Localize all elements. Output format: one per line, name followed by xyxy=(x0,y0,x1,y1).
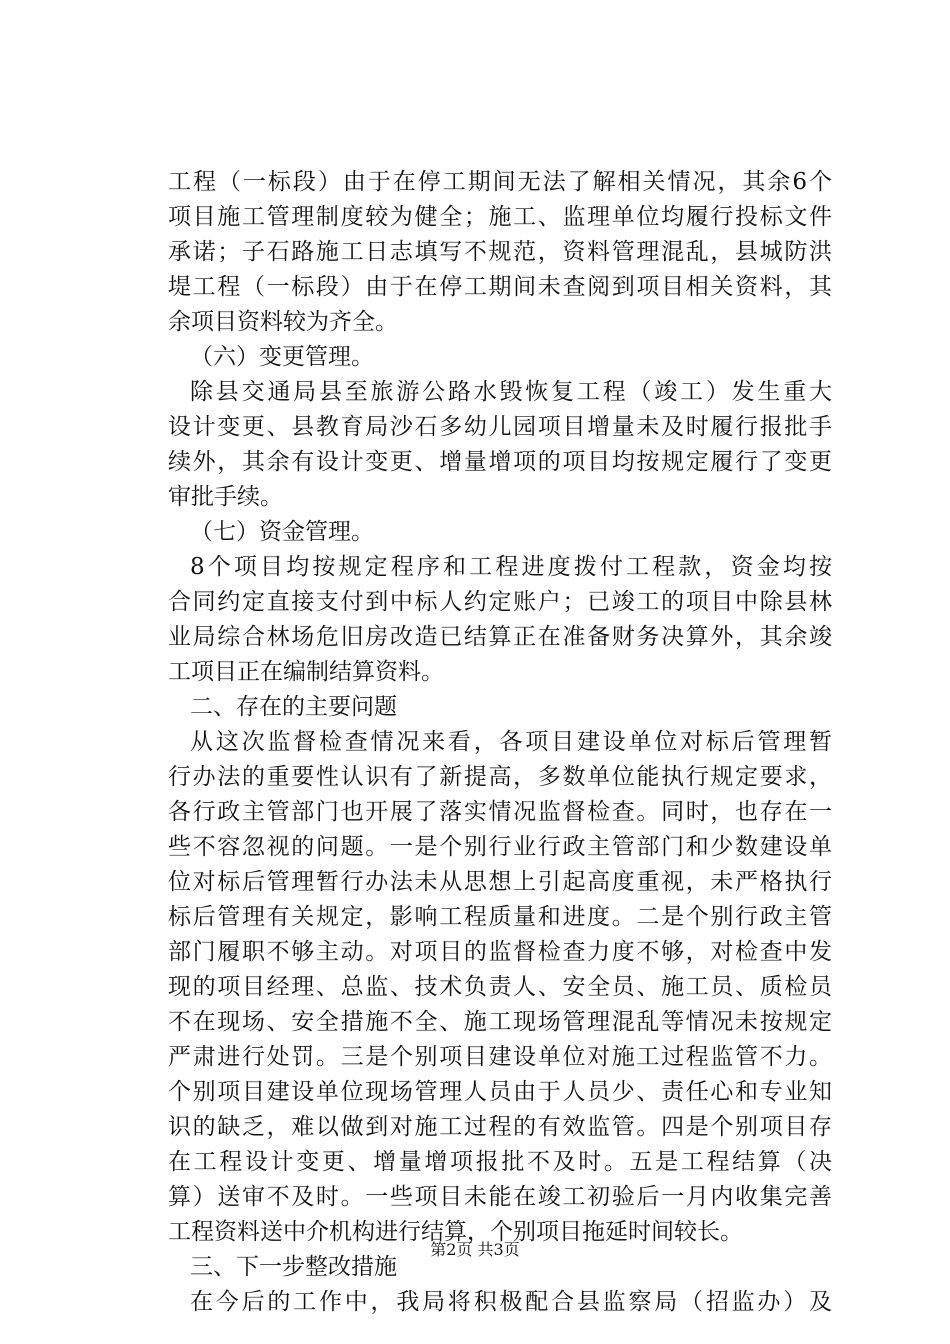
text-line: 行办法的重要性认识有了新提高，多数单位能执行规定要求， xyxy=(168,764,832,790)
text-line: 续外，其余有设计变更、增量增项的项目均按规定履行了变更 xyxy=(168,449,832,475)
text-line: 识的缺乏，难以做到对施工过程的有效监管。四是个别项目存 xyxy=(168,1114,832,1140)
text-line: 8个项目均按规定程序和工程进度拨付工程款，资金均按 xyxy=(190,554,832,580)
text-line: 不在现场、安全措施不全、施工现场管理混乱等情况未按规定 xyxy=(168,1009,832,1035)
text-line: 些不容忽视的问题。一是个别行业行政主管部门和少数建设单 xyxy=(168,834,832,860)
text-line: 业局综合林场危旧房改造已结算正在准备财务决算外，其余竣 xyxy=(168,624,832,650)
text-line: 部门履职不够主动。对项目的监督检查力度不够，对检查中发 xyxy=(168,939,832,965)
text-line: 在工程设计变更、增量增项报批不及时。五是工程结算（决 xyxy=(168,1149,832,1175)
section-heading: （六）变更管理。 xyxy=(190,344,374,370)
text-line: 工程资料送中介机构进行结算，个别项目拖延时间较长。 xyxy=(168,1219,743,1245)
section-heading: 二、存在的主要问题 xyxy=(190,694,397,720)
page-footer: 第2页 共3页 xyxy=(430,1240,520,1259)
section-heading: （七）资金管理。 xyxy=(190,519,374,545)
text-line: 审批手续。 xyxy=(168,484,283,510)
text-line: 工程（一标段）由于在停工期间无法了解相关情况，其余6个 xyxy=(168,169,832,195)
text-line: 余项目资料较为齐全。 xyxy=(168,309,398,335)
text-line: 承诺；子石路施工日志填写不规范，资料管理混乱，县城防洪 xyxy=(168,239,832,265)
document-body xyxy=(168,165,832,1320)
text-line: 个别项目建设单位现场管理人员由于人员少、责任心和专业知 xyxy=(168,1079,832,1105)
text-line: 合同约定直接支付到中标人约定账户；已竣工的项目中除县林 xyxy=(168,589,832,615)
text-line: 项目施工管理制度较为健全；施工、监理单位均履行投标文件 xyxy=(168,204,832,230)
text-line: 现的项目经理、总监、技术负责人、安全员、施工员、质检员 xyxy=(168,974,832,1000)
text-line: 工项目正在编制结算资料。 xyxy=(168,659,444,685)
text-line: 严肃进行处罚。三是个别项目建设单位对施工过程监管不力。 xyxy=(168,1044,832,1070)
text-line: 位对标后管理暂行办法未从思想上引起高度重视，未严格执行 xyxy=(168,869,832,895)
text-line: 堤工程（一标段）由于在停工期间未查阅到项目相关资料，其 xyxy=(168,274,832,300)
text-line: 从这次监督检查情况来看，各项目建设单位对标后管理暂 xyxy=(190,729,832,755)
text-line: 标后管理有关规定，影响工程质量和进度。二是个别行政主管 xyxy=(168,904,832,930)
section-heading: 三、下一步整改措施 xyxy=(190,1254,397,1280)
text-line: 设计变更、县教育局沙石多幼儿园项目增量未及时履行报批手 xyxy=(168,414,832,440)
text-line: 除县交通局县至旅游公路水毁恢复工程（竣工）发生重大 xyxy=(190,379,832,405)
text-line: 各行政主管部门也开展了落实情况监督检查。同时，也存在一 xyxy=(168,799,832,825)
text-line: 算）送审不及时。一些项目未能在竣工初验后一月内收集完善 xyxy=(168,1184,832,1210)
text-line: 在今后的工作中，我局将积极配合县监察局（招监办）及 xyxy=(190,1289,832,1315)
